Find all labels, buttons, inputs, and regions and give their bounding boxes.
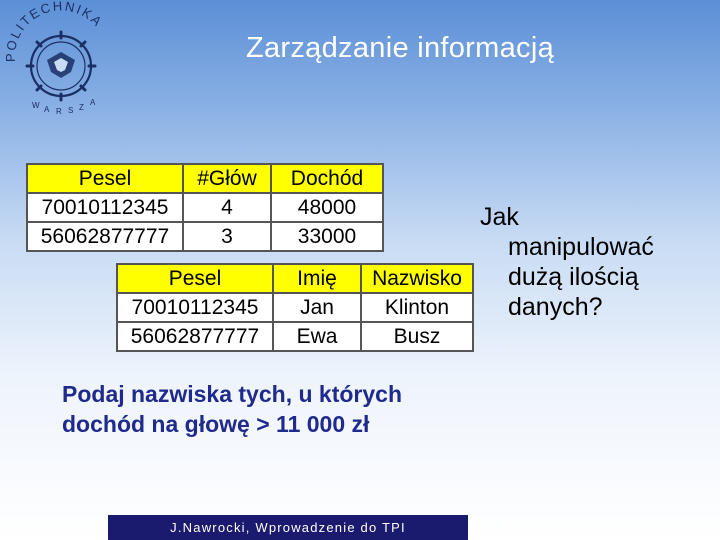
table-cell: Jan — [273, 293, 361, 322]
svg-text:Z: Z — [79, 103, 84, 112]
person-names-table — [116, 263, 474, 352]
column-header: #Głów — [183, 164, 271, 193]
column-header: Imię — [273, 264, 361, 293]
slide-title: Zarządzanie informacją — [245, 32, 554, 64]
svg-text:S: S — [68, 106, 74, 115]
svg-text:W: W — [32, 101, 40, 110]
table-cell: Ewa — [273, 322, 361, 351]
column-header: Pesel — [117, 264, 273, 293]
footer-bar: J.Nawrocki, Wprowadzenie do TPI — [108, 515, 468, 540]
table-cell: Klinton — [361, 293, 473, 322]
table-cell: 33000 — [271, 222, 383, 251]
query-line: dochód na głowę > 11 000 zł — [62, 411, 370, 437]
table-cell: 3 — [183, 222, 271, 251]
table-row — [117, 293, 473, 322]
table-cell: 70010112345 — [117, 293, 273, 322]
table-cell: 48000 — [271, 193, 383, 222]
table-cell: 56062877777 — [117, 322, 273, 351]
table-cell: 70010112345 — [27, 193, 183, 222]
question-line: dużą ilością — [508, 263, 639, 291]
svg-text:POLITECHNIKA: POLITECHNIKA — [2, 0, 107, 63]
table-row — [117, 322, 473, 351]
question-line: manipulować — [508, 233, 654, 261]
table-cell: Busz — [361, 322, 473, 351]
question-line: danych? — [508, 293, 603, 321]
column-header: Pesel — [27, 164, 183, 193]
question-line: Jak — [480, 203, 519, 231]
column-header: Nazwisko — [361, 264, 473, 293]
query-line: Podaj nazwiska tych, u których — [62, 381, 402, 407]
column-header: Dochód — [271, 164, 383, 193]
table-cell: 56062877777 — [27, 222, 183, 251]
question-text — [480, 202, 654, 322]
table-cell: 4 — [183, 193, 271, 222]
table-header-row — [117, 264, 473, 293]
query-text — [62, 379, 402, 439]
table-row — [27, 222, 383, 251]
table-row — [27, 193, 383, 222]
svg-text:A: A — [90, 98, 96, 107]
household-income-table — [26, 163, 384, 252]
table-header-row — [27, 164, 383, 193]
svg-text:A: A — [44, 105, 50, 114]
svg-text:R: R — [56, 107, 62, 116]
university-logo — [2, 0, 120, 118]
